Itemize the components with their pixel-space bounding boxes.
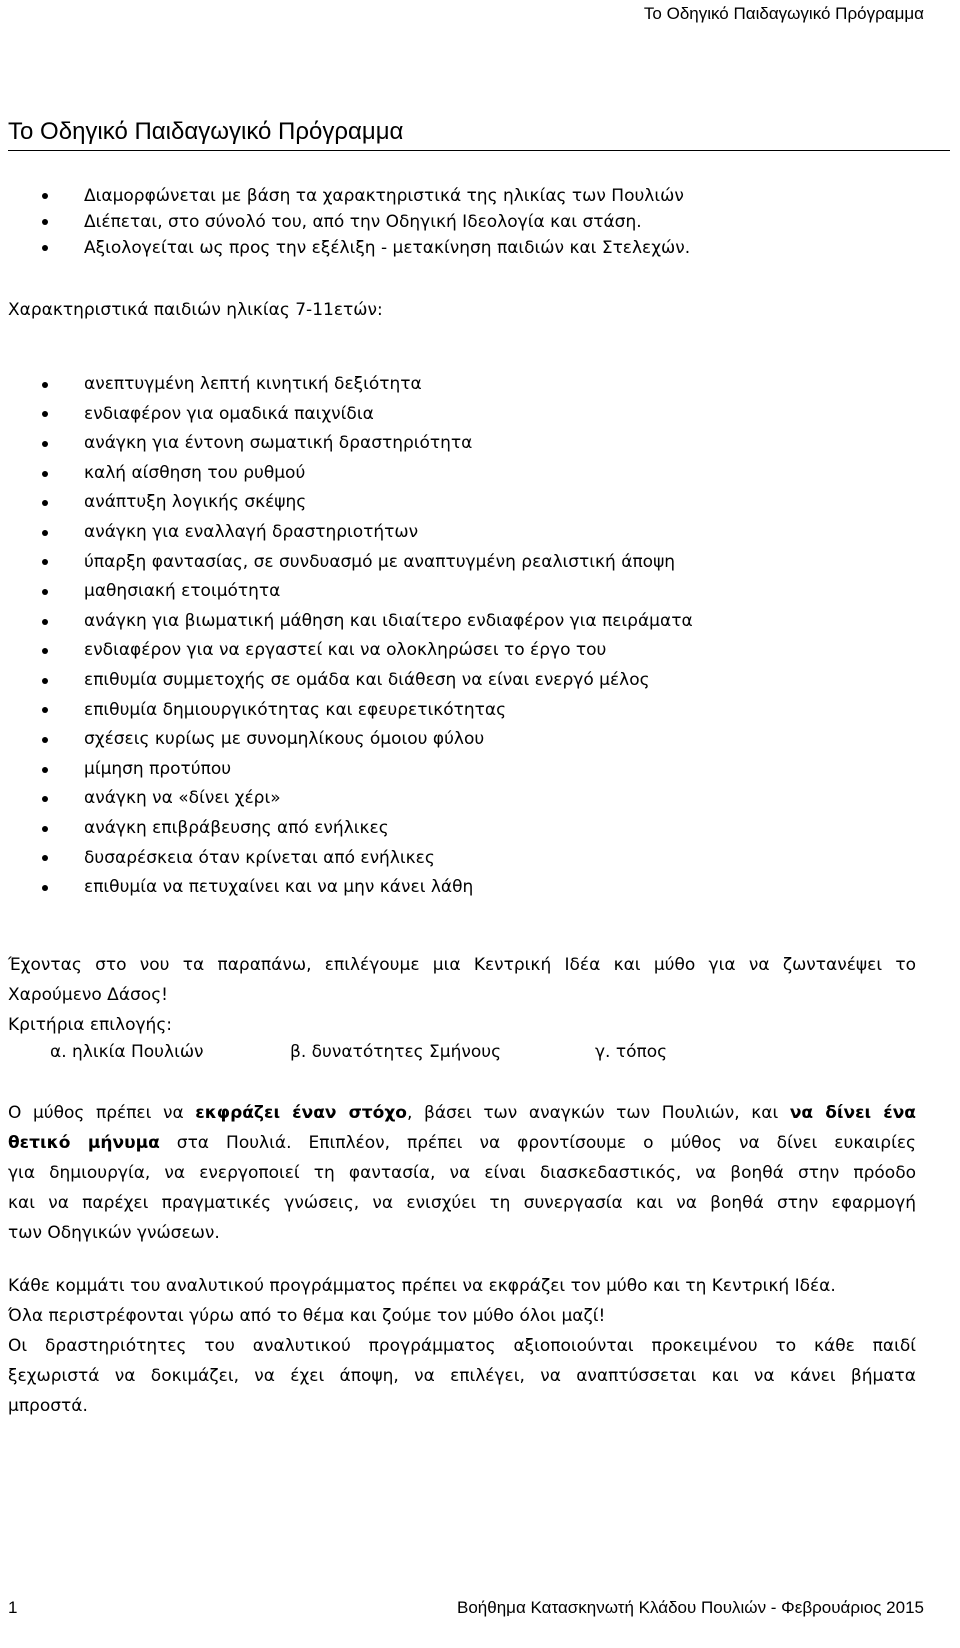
text-run: στα Πουλιά. Επιπλέον, πρέπει να φροντίσουμε ο μύθος να δίνει ευκαιρίες <box>159 1133 917 1153</box>
list-item <box>0 400 693 430</box>
bullet-icon <box>42 471 48 477</box>
list-item <box>0 814 693 844</box>
bullet-icon <box>42 885 48 891</box>
list-item <box>0 844 693 874</box>
bullet-icon <box>42 619 48 625</box>
list-item <box>0 725 693 755</box>
list-item-text: ανάγκη για έντονη σωματική δραστηριότητα <box>84 433 473 454</box>
list-item-text: καλή αίσθηση του ρυθμού <box>84 462 306 483</box>
traits-heading: Χαρακτηριστικά παιδιών ηλικίας 7-11ετών: <box>8 300 383 320</box>
list-item-text: επιθυμία συμμετοχής σε ομάδα και διάθεση να είναι ενεργό μέλος <box>84 669 650 690</box>
bullet-icon <box>42 767 48 773</box>
page-number: 1 <box>8 1598 18 1617</box>
bullet-icon <box>42 500 48 506</box>
list-item <box>0 577 693 607</box>
list-item-text: μαθησιακή ετοιμότητα <box>84 581 281 602</box>
traits-bullet-list <box>0 370 693 903</box>
bullet-icon <box>42 678 48 684</box>
bullet-icon <box>42 648 48 654</box>
criterion-age: α. ηλικία Πουλιών <box>50 1042 204 1062</box>
list-item-text: Διέπεται, στο σύνολό του, από την Οδηγική Ιδεολογία και στάση. <box>84 212 642 232</box>
list-item <box>0 607 693 637</box>
paragraph-line <box>8 1098 916 1128</box>
myth-paragraph <box>8 1098 916 1248</box>
list-item <box>0 370 693 400</box>
emphasis-message: να δίνει ένα <box>789 1103 916 1123</box>
list-item <box>0 518 693 548</box>
list-item <box>0 636 693 666</box>
bullet-icon <box>42 589 48 595</box>
list-item <box>0 459 693 489</box>
list-item <box>0 784 693 814</box>
list-item-text: ανεπτυγμένη λεπτή κινητική δεξιότητα <box>84 374 422 394</box>
bullet-icon <box>42 530 48 536</box>
list-item-text: ύπαρξη φαντασίας, σε συνδυασμό με αναπτυγμένη ρεαλιστική άποψη <box>84 551 676 572</box>
bullet-icon <box>42 245 48 251</box>
text-run: , βάσει των αναγκών των Πουλιών, και <box>406 1103 790 1123</box>
bullet-icon <box>42 796 48 802</box>
closing-paragraph <box>8 1271 916 1421</box>
emphasis-positive: θετικό μήνυμα <box>8 1133 160 1153</box>
list-item-text: ανάγκη για εναλλαγή δραστηριοτήτων <box>84 521 419 542</box>
list-item-text: Διαμορφώνεται με βάση τα χαρακτηριστικά της ηλικίας των Πουλιών <box>84 186 684 206</box>
list-item-text: επιθυμία δημιουργικότητας και εφευρετικότητας <box>84 699 507 720</box>
intro-bullet-list <box>0 183 690 261</box>
central-idea-paragraph <box>8 950 916 1040</box>
criterion-place: γ. τόπος <box>595 1042 668 1062</box>
bullet-icon <box>42 855 48 861</box>
criterion-capabilities: β. δυνατότητες Σμήνους <box>290 1042 502 1062</box>
paragraph-line: Κριτήρια επιλογής: <box>8 1015 173 1035</box>
bullet-icon <box>42 707 48 713</box>
bullet-icon <box>42 193 48 199</box>
paragraph-line: και να παρέχει πραγματικές γνώσεις, να ενισχύει τη συνεργασία και να βοηθά στην εφαρμογή <box>8 1193 916 1213</box>
paragraph-line: μπροστά. <box>8 1396 88 1416</box>
paragraph-line: των Οδηγικών γνώσεων. <box>8 1223 220 1243</box>
list-item-text: ανάγκη να «δίνει χέρι» <box>84 788 281 809</box>
paragraph-line: Έχοντας στο νου τα παραπάνω, επιλέγουμε μια Κεντρική Ιδέα και μύθο για να ζωντανέψει το <box>8 955 916 975</box>
list-item-text: σχέσεις κυρίως με συνομηλίκους όμοιου φύλου <box>84 729 485 750</box>
list-item-text: ανάγκη επιβράβευσης από ενήλικες <box>84 817 389 838</box>
list-item-text: Αξιολογείται ως προς την εξέλιξη - μετακίνηση παιδιών και Στελεχών. <box>84 238 691 258</box>
list-item <box>0 696 693 726</box>
bullet-icon <box>42 559 48 565</box>
paragraph-line: για δημιουργία, να ενεργοποιεί τη φαντασία, να είναι διασκεδαστικός, να βοηθά στην πρόοδο <box>8 1163 916 1183</box>
list-item <box>0 235 690 261</box>
page-title: Το Οδηγικό Παιδαγωγικό Πρόγραμμα <box>8 118 950 151</box>
paragraph-line: Κάθε κομμάτι του αναλυτικού προγράμματος πρέπει να εκφράζει τον μύθο και τη Κεντρική Ιδέα. <box>8 1276 836 1296</box>
running-header: Το Οδηγικό Παιδαγωγικό Πρόγραμμα <box>643 4 924 23</box>
paragraph-line <box>8 1128 916 1158</box>
paragraph-line: Χαρούμενο Δάσος! <box>8 985 168 1005</box>
list-item-text: ανάγκη για βιωματική μάθηση και ιδιαίτερο ενδιαφέρον για πειράματα <box>84 610 693 631</box>
list-item-text: δυσαρέσκεια όταν κρίνεται από ενήλικες <box>84 847 435 868</box>
bullet-icon <box>42 737 48 743</box>
list-item <box>0 548 693 578</box>
list-item <box>0 488 693 518</box>
list-item <box>0 755 693 785</box>
list-item-text: επιθυμία να πετυχαίνει και να μην κάνει λάθη <box>84 877 474 898</box>
paragraph-line: Όλα περιστρέφονται γύρω από το θέμα και ζούμε τον μύθο όλοι μαζί! <box>8 1306 606 1326</box>
list-item-text: ενδιαφέρον για ομαδικά παιχνίδια <box>84 403 374 424</box>
list-item <box>0 873 693 903</box>
paragraph-line: Οι δραστηριότητες του αναλυτικού προγράμματος αξιοποιούνται προκειμένου το κάθε παιδί <box>8 1336 916 1356</box>
list-item-text: ενδιαφέρον για να εργαστεί και να ολοκληρώσει το έργο του <box>84 640 607 661</box>
footer-title: Βοήθημα Κατασκηνωτή Κλάδου Πουλιών - Φεβρουάριος 2015 <box>457 1598 924 1617</box>
paragraph-line: ξεχωριστά να δοκιμάζει, να έχει άποψη, να επιλέγει, να αναπτύσσεται και να κάνει βήματα <box>8 1366 916 1386</box>
list-item <box>0 666 693 696</box>
list-item-text: μίμηση προτύπου <box>84 758 232 779</box>
emphasis-goal: εκφράζει έναν στόχο <box>195 1103 407 1123</box>
bullet-icon <box>42 441 48 447</box>
list-item-text: ανάπτυξη λογικής σκέψης <box>84 492 307 513</box>
bullet-icon <box>42 382 48 388</box>
list-item <box>0 429 693 459</box>
bullet-icon <box>42 219 48 225</box>
bullet-icon <box>42 826 48 832</box>
list-item <box>0 209 690 235</box>
bullet-icon <box>42 411 48 417</box>
list-item <box>0 183 690 209</box>
text-run: Ο μύθος πρέπει να <box>8 1103 196 1123</box>
